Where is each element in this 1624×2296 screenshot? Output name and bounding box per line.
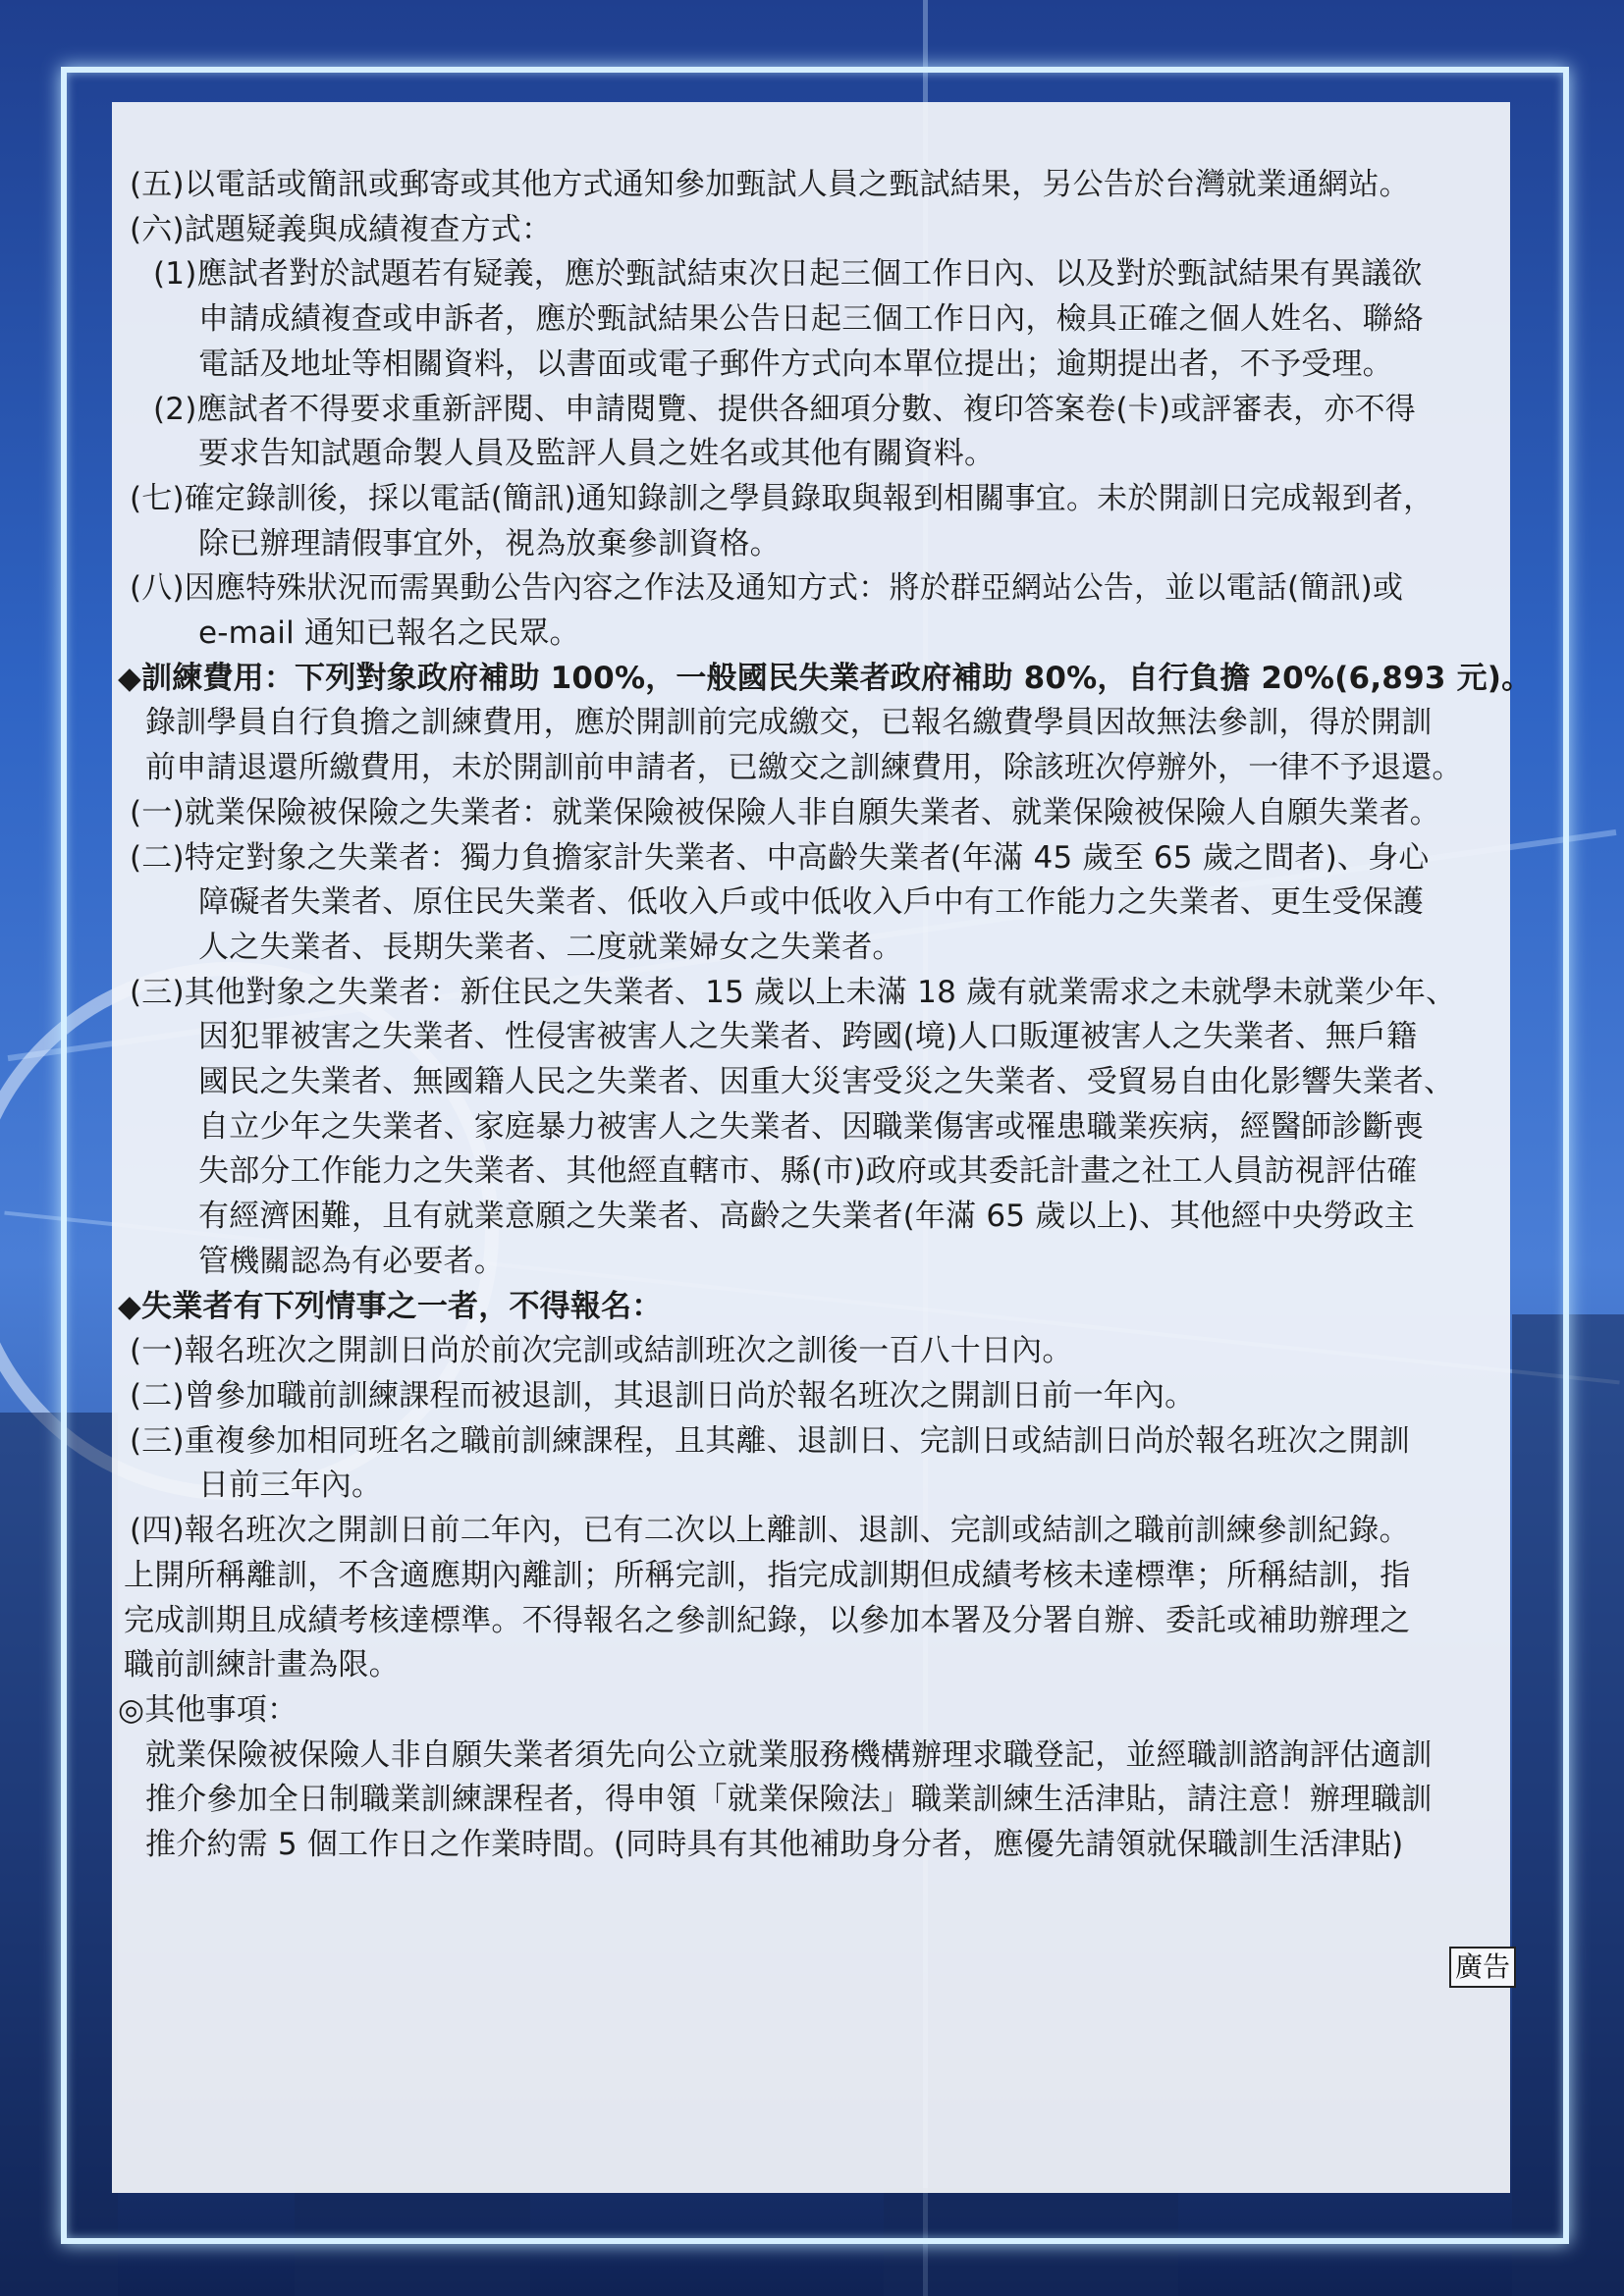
- document-body: [118, 163, 1533, 1868]
- section-6-title: (六)試題疑義與成績複查方式：: [130, 211, 553, 247]
- fee-category-2-cont: 人之失業者、長期失業者、二度就業婦女之失業者。: [198, 929, 903, 965]
- restriction-1: (一)報名班次之開訓日尚於前次完訓或結訓班次之訓後一百八十日內。: [130, 1333, 1073, 1369]
- fee-category-3-cont: 因犯罪被害之失業者、性侵害被害人之失業者、跨國(境)人口販運被害人之失業者、無戶籍: [198, 1019, 1418, 1055]
- section-6-item-1-cont: 申請成績複查或申訴者，應於甄試結果公告日起三個工作日內，檢具正確之個人姓名、聯絡: [198, 301, 1424, 338]
- restriction-note: 上開所稱離訓，不含適應期內離訓；所稱完訓，指完成訓期但成績考核未達標準；所稱結訓，指: [124, 1557, 1411, 1593]
- restriction-note: 職前訓練計畫為限。: [124, 1647, 400, 1683]
- fee-category-1: (一)就業保險被保險之失業者：就業保險被保險人非自願失業者、就業保險被保險人自願失業者。: [130, 794, 1440, 830]
- fee-category-3-cont: 管機關認為有必要者。: [198, 1243, 505, 1279]
- fee-description: 前申請退還所繳費用，未於開訓前申請者，已繳交之訓練費用，除該班次停辦外，一律不予退還。: [145, 750, 1463, 786]
- section-8: (八)因應特殊狀況而需異動公告內容之作法及通知方式：將於群亞網站公告，並以電話(簡訊)或: [130, 570, 1404, 607]
- fee-category-3-cont: 失部分工作能力之失業者、其他經直轄市、縣(市)政府或其委託計畫之社工人員訪視評估確: [198, 1153, 1418, 1190]
- fee-category-2: (二)特定對象之失業者：獨力負擔家計失業者、中高齡失業者(年滿 45 歲至 65 歲之間者)、身心: [130, 839, 1430, 876]
- fee-heading: ◆訓練費用：下列對象政府補助 100%，一般國民失業者政府補助 80%，自行負擔 20%(6,893 元)。: [118, 660, 1533, 696]
- restriction-note: 完成訓期且成績考核達標準。不得報名之參訓紀錄，以參加本署及分署自辦、委託或補助辦理之: [124, 1602, 1411, 1638]
- section-5: (五)以電話或簡訊或郵寄或其他方式通知參加甄試人員之甄試結果，另公告於台灣就業通網站。: [130, 167, 1410, 202]
- restriction-3: (三)重複參加相同班名之職前訓練課程，且其離、退訓日、完訓日或結訓日尚於報名班次之開訓: [130, 1422, 1410, 1459]
- advertisement-label: 廣告: [1449, 1947, 1516, 1988]
- fee-category-3-cont: 自立少年之失業者、家庭暴力被害人之失業者、因職業傷害或罹患職業疾病，經醫師診斷喪: [198, 1108, 1424, 1145]
- restriction-2: (二)曾參加職前訓練課程而被退訓，其退訓日尚於報名班次之開訓日前一年內。: [130, 1377, 1196, 1414]
- fee-category-3-cont: 國民之失業者、無國籍人民之失業者、因重大災害受災之失業者、受貿易自由化影響失業者、: [198, 1064, 1455, 1100]
- fee-category-3: (三)其他對象之失業者：新住民之失業者、15 歲以上未滿 18 歲有就業需求之未就學未就業少年、: [130, 974, 1457, 1010]
- section-6-item-1: (1)應試者對於試題若有疑義，應於甄試結束次日起三個工作日內、以及對於甄試結果有異議欲: [153, 256, 1423, 293]
- other-paragraph: 推介參加全日制職業訓練課程者，得申領「就業保險法」職業訓練生活津貼，請注意！辦理職訓: [145, 1782, 1433, 1818]
- other-heading: ◎其他事項：: [118, 1691, 298, 1728]
- restriction-heading: ◆失業者有下列情事之一者，不得報名：: [118, 1288, 663, 1324]
- section-6-item-2: (2)應試者不得要求重新評閱、申請閱覽、提供各細項分數、複印答案卷(卡)或評審表，亦不得: [153, 391, 1416, 427]
- fee-category-3-cont: 有經濟困難，且有就業意願之失業者、高齡之失業者(年滿 65 歲以上)、其他經中央勞政主: [198, 1199, 1415, 1235]
- other-paragraph: 就業保險被保險人非自願失業者須先向公立就業服務機構辦理求職登記，並經職訓諮詢評估適訓: [145, 1736, 1433, 1773]
- section-8-cont: e-mail 通知已報名之民眾。: [198, 615, 580, 652]
- fee-category-2-cont: 障礙者失業者、原住民失業者、低收入戶或中低收入戶中有工作能力之失業者、更生受保護: [198, 884, 1424, 921]
- restriction-4: (四)報名班次之開訓日前二年內，已有二次以上離訓、退訓、完訓或結訓之職前訓練參訓紀錄。: [130, 1513, 1410, 1549]
- fee-description: 錄訓學員自行負擔之訓練費用，應於開訓前完成繳交，已報名繳費學員因故無法參訓，得於開訓: [145, 705, 1433, 741]
- other-paragraph: 推介約需 5 個工作日之作業時間。(同時具有其他補助身分者，應優先請領就保職訓生活津貼): [145, 1827, 1404, 1863]
- section-6-item-2-cont: 要求告知試題命製人員及監評人員之姓名或其他有關資料。: [198, 436, 996, 472]
- section-6-item-1-cont: 電話及地址等相關資料，以書面或電子郵件方式向本單位提出；逾期提出者，不予受理。: [198, 346, 1393, 382]
- section-7-cont: 除已辦理請假事宜外，視為放棄參訓資格。: [198, 525, 781, 561]
- restriction-3-cont: 日前三年內。: [198, 1468, 383, 1504]
- section-7: (七)確定錄訓後，採以電話(簡訊)通知錄訓之學員錄取與報到相關事宜。未於開訓日完成報到者，: [130, 480, 1435, 516]
